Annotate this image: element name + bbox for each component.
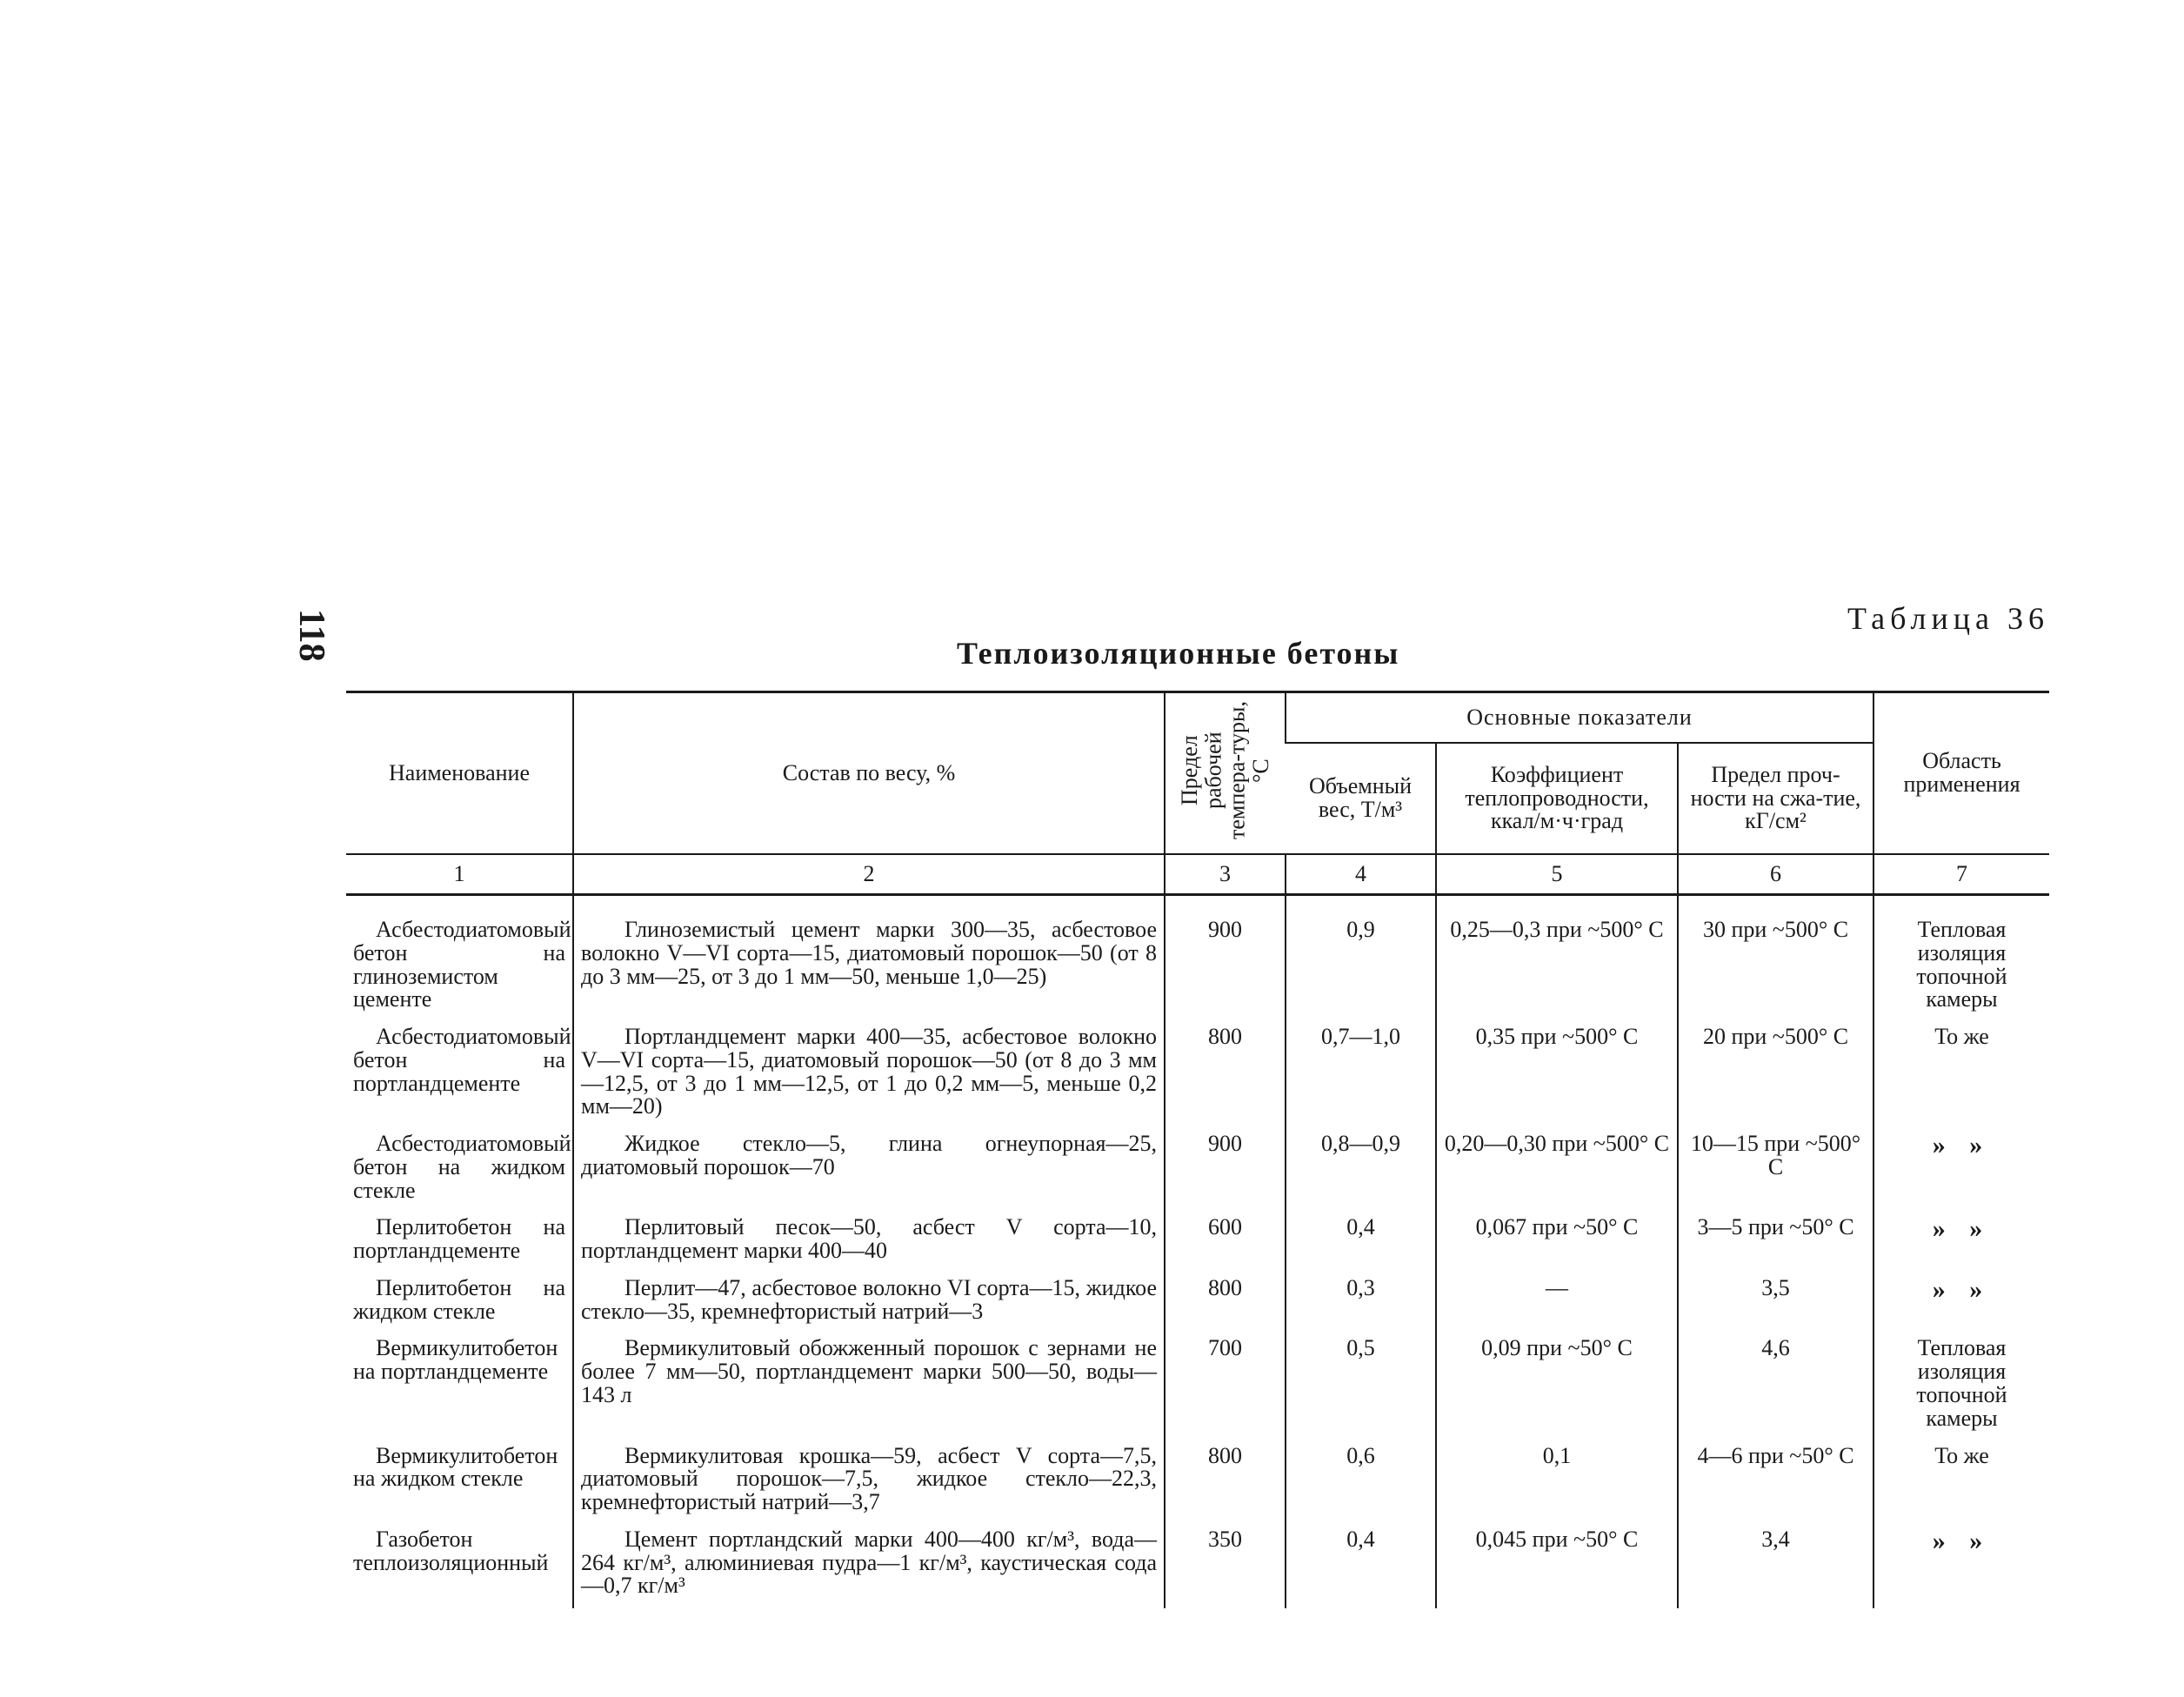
header-temp-limit-text: Предел рабочей темпера-туры, °С	[1176, 701, 1273, 840]
conductivity: 0,35 при ~500° С	[1436, 1022, 1678, 1129]
temp-limit: 800	[1165, 1441, 1286, 1525]
data-table	[346, 691, 2049, 1608]
page-number: 118	[291, 609, 331, 662]
material-name: Газобетон теплоизоляционный	[353, 1526, 549, 1575]
composition: Перлит—47, асбестовое волокно VI сорта—15, жидкое стекло—35, кремнефтористый натрий—3	[573, 1273, 1165, 1334]
table-row	[346, 1333, 2049, 1440]
density: 0,9	[1286, 895, 1436, 1023]
column-number: 4	[1286, 854, 1436, 895]
column-number: 6	[1678, 854, 1873, 895]
temp-limit: 700	[1165, 1333, 1286, 1440]
composition: Перлитовый песок—50, асбест V сорта—10, портландцемент марки 400—40	[573, 1213, 1165, 1273]
temp-limit: 900	[1165, 895, 1286, 1023]
conductivity: 0,067 при ~50° С	[1436, 1213, 1678, 1273]
column-number: 7	[1873, 854, 2049, 895]
table-row	[346, 1441, 2049, 1525]
conductivity: 0,1	[1436, 1441, 1678, 1525]
density: 0,4	[1286, 1213, 1436, 1273]
table-label: Таблица 36	[1847, 601, 2049, 636]
header-conductivity: Коэффициент теплопроводности, ккал/м·ч·град	[1436, 743, 1678, 854]
conductivity: 0,045 при ~50° С	[1436, 1525, 1678, 1608]
temp-limit: 350	[1165, 1525, 1286, 1608]
header-density: Объемный вес, Т/м³	[1286, 743, 1436, 854]
application: Тепловая изоляция топочной камеры	[1873, 895, 2049, 1023]
strength: 10—15 при ~500° С	[1678, 1129, 1873, 1213]
header-application: Область применения	[1873, 692, 2049, 855]
material-name: Асбестодиатомовый бетон на глиноземистом цементе	[353, 917, 571, 1012]
material-name: Вермикулитобетон на портландцементе	[353, 1335, 558, 1385]
header-strength: Предел проч-ности на сжа-тие, кГ/см²	[1678, 743, 1873, 854]
composition: Вермикулитовая крошка—59, асбест V сорта—7,5, диатомовый порошок—7,5, жидкое стекло—22,3, кремнефтористый натрий—3,7	[573, 1441, 1165, 1525]
table-title: Теплоизоляционные бетоны	[957, 636, 1400, 671]
header-temp-limit	[1165, 692, 1286, 855]
application: То же	[1873, 1022, 2049, 1129]
composition: Цемент портландский марки 400—400 кг/м³, вода—264 кг/м³, алюминиевая пудра—1 кг/м³, каустическая сода—0,7 кг/м³	[573, 1525, 1165, 1608]
density: 0,7—1,0	[1286, 1022, 1436, 1129]
density: 0,5	[1286, 1333, 1436, 1440]
column-number: 1	[346, 854, 573, 895]
application: То же	[1873, 1441, 2049, 1525]
strength: 4,6	[1678, 1333, 1873, 1440]
strength: 4—6 при ~50° С	[1678, 1441, 1873, 1525]
conductivity: —	[1436, 1273, 1678, 1334]
header-main-indicators: Основные показатели	[1286, 692, 1873, 744]
composition: Вермикулитовый обожженный порошок с зернами не более 7 мм—50, портландцемент марки 500—50, воды—143 л	[573, 1333, 1165, 1440]
application: » »	[1873, 1273, 2049, 1334]
material-name: Перлитобетон на жидком стекле	[353, 1274, 565, 1324]
temp-limit: 800	[1165, 1022, 1286, 1129]
strength: 3—5 при ~50° С	[1678, 1213, 1873, 1273]
conductivity: 0,25—0,3 при ~500° С	[1436, 895, 1678, 1023]
material-name: Асбестодиатомовый бетон на портландцементе	[353, 1024, 571, 1096]
density: 0,8—0,9	[1286, 1129, 1436, 1213]
table-row	[346, 1213, 2049, 1273]
density: 0,3	[1286, 1273, 1436, 1334]
column-number: 3	[1165, 854, 1286, 895]
strength: 3,5	[1678, 1273, 1873, 1334]
density: 0,6	[1286, 1441, 1436, 1525]
material-name: Асбестодиатомовый бетон на жидком стекле	[353, 1131, 571, 1203]
application: » »	[1873, 1213, 2049, 1273]
table-row	[346, 895, 2049, 1023]
material-name: Перлитобетон на портландцементе	[353, 1214, 565, 1264]
application: » »	[1873, 1129, 2049, 1213]
strength: 20 при ~500° С	[1678, 1022, 1873, 1129]
table-row	[346, 1525, 2049, 1608]
strength: 3,4	[1678, 1525, 1873, 1608]
table-row	[346, 1129, 2049, 1213]
conductivity: 0,09 при ~50° С	[1436, 1333, 1678, 1440]
column-number: 5	[1436, 854, 1678, 895]
temp-limit: 600	[1165, 1213, 1286, 1273]
composition: Портландцемент марки 400—35, асбестовое волокно V—VI сорта—15, диатомовый порошок—50 (от 8 до 3 мм—12,5, от 3 до 1 мм—12,5, от 1 до 0,2 мм—5, меньше 0,2 мм—20)	[573, 1022, 1165, 1129]
material-name: Вермикулитобетон на жидком стекле	[353, 1442, 558, 1492]
temp-limit: 900	[1165, 1129, 1286, 1213]
application: » »	[1873, 1525, 2049, 1608]
table-row	[346, 1273, 2049, 1334]
density: 0,4	[1286, 1525, 1436, 1608]
strength: 30 при ~500° С	[1678, 895, 1873, 1023]
column-number: 2	[573, 854, 1165, 895]
application: Тепловая изоляция топочной камеры	[1873, 1333, 2049, 1440]
composition: Жидкое стекло—5, глина огнеупорная—25, диатомовый порошок—70	[573, 1129, 1165, 1213]
temp-limit: 800	[1165, 1273, 1286, 1334]
table-row	[346, 1022, 2049, 1129]
header-composition: Состав по весу, %	[573, 692, 1165, 855]
header-name: Наименование	[346, 692, 573, 855]
composition: Глиноземистый цемент марки 300—35, асбестовое волокно V—VI сорта—15, диатомовый порошок—50 (от 8 до 3 мм—25, от 3 до 1 мм—50, меньше 1,0—25)	[573, 895, 1165, 1023]
conductivity: 0,20—0,30 при ~500° С	[1436, 1129, 1678, 1213]
